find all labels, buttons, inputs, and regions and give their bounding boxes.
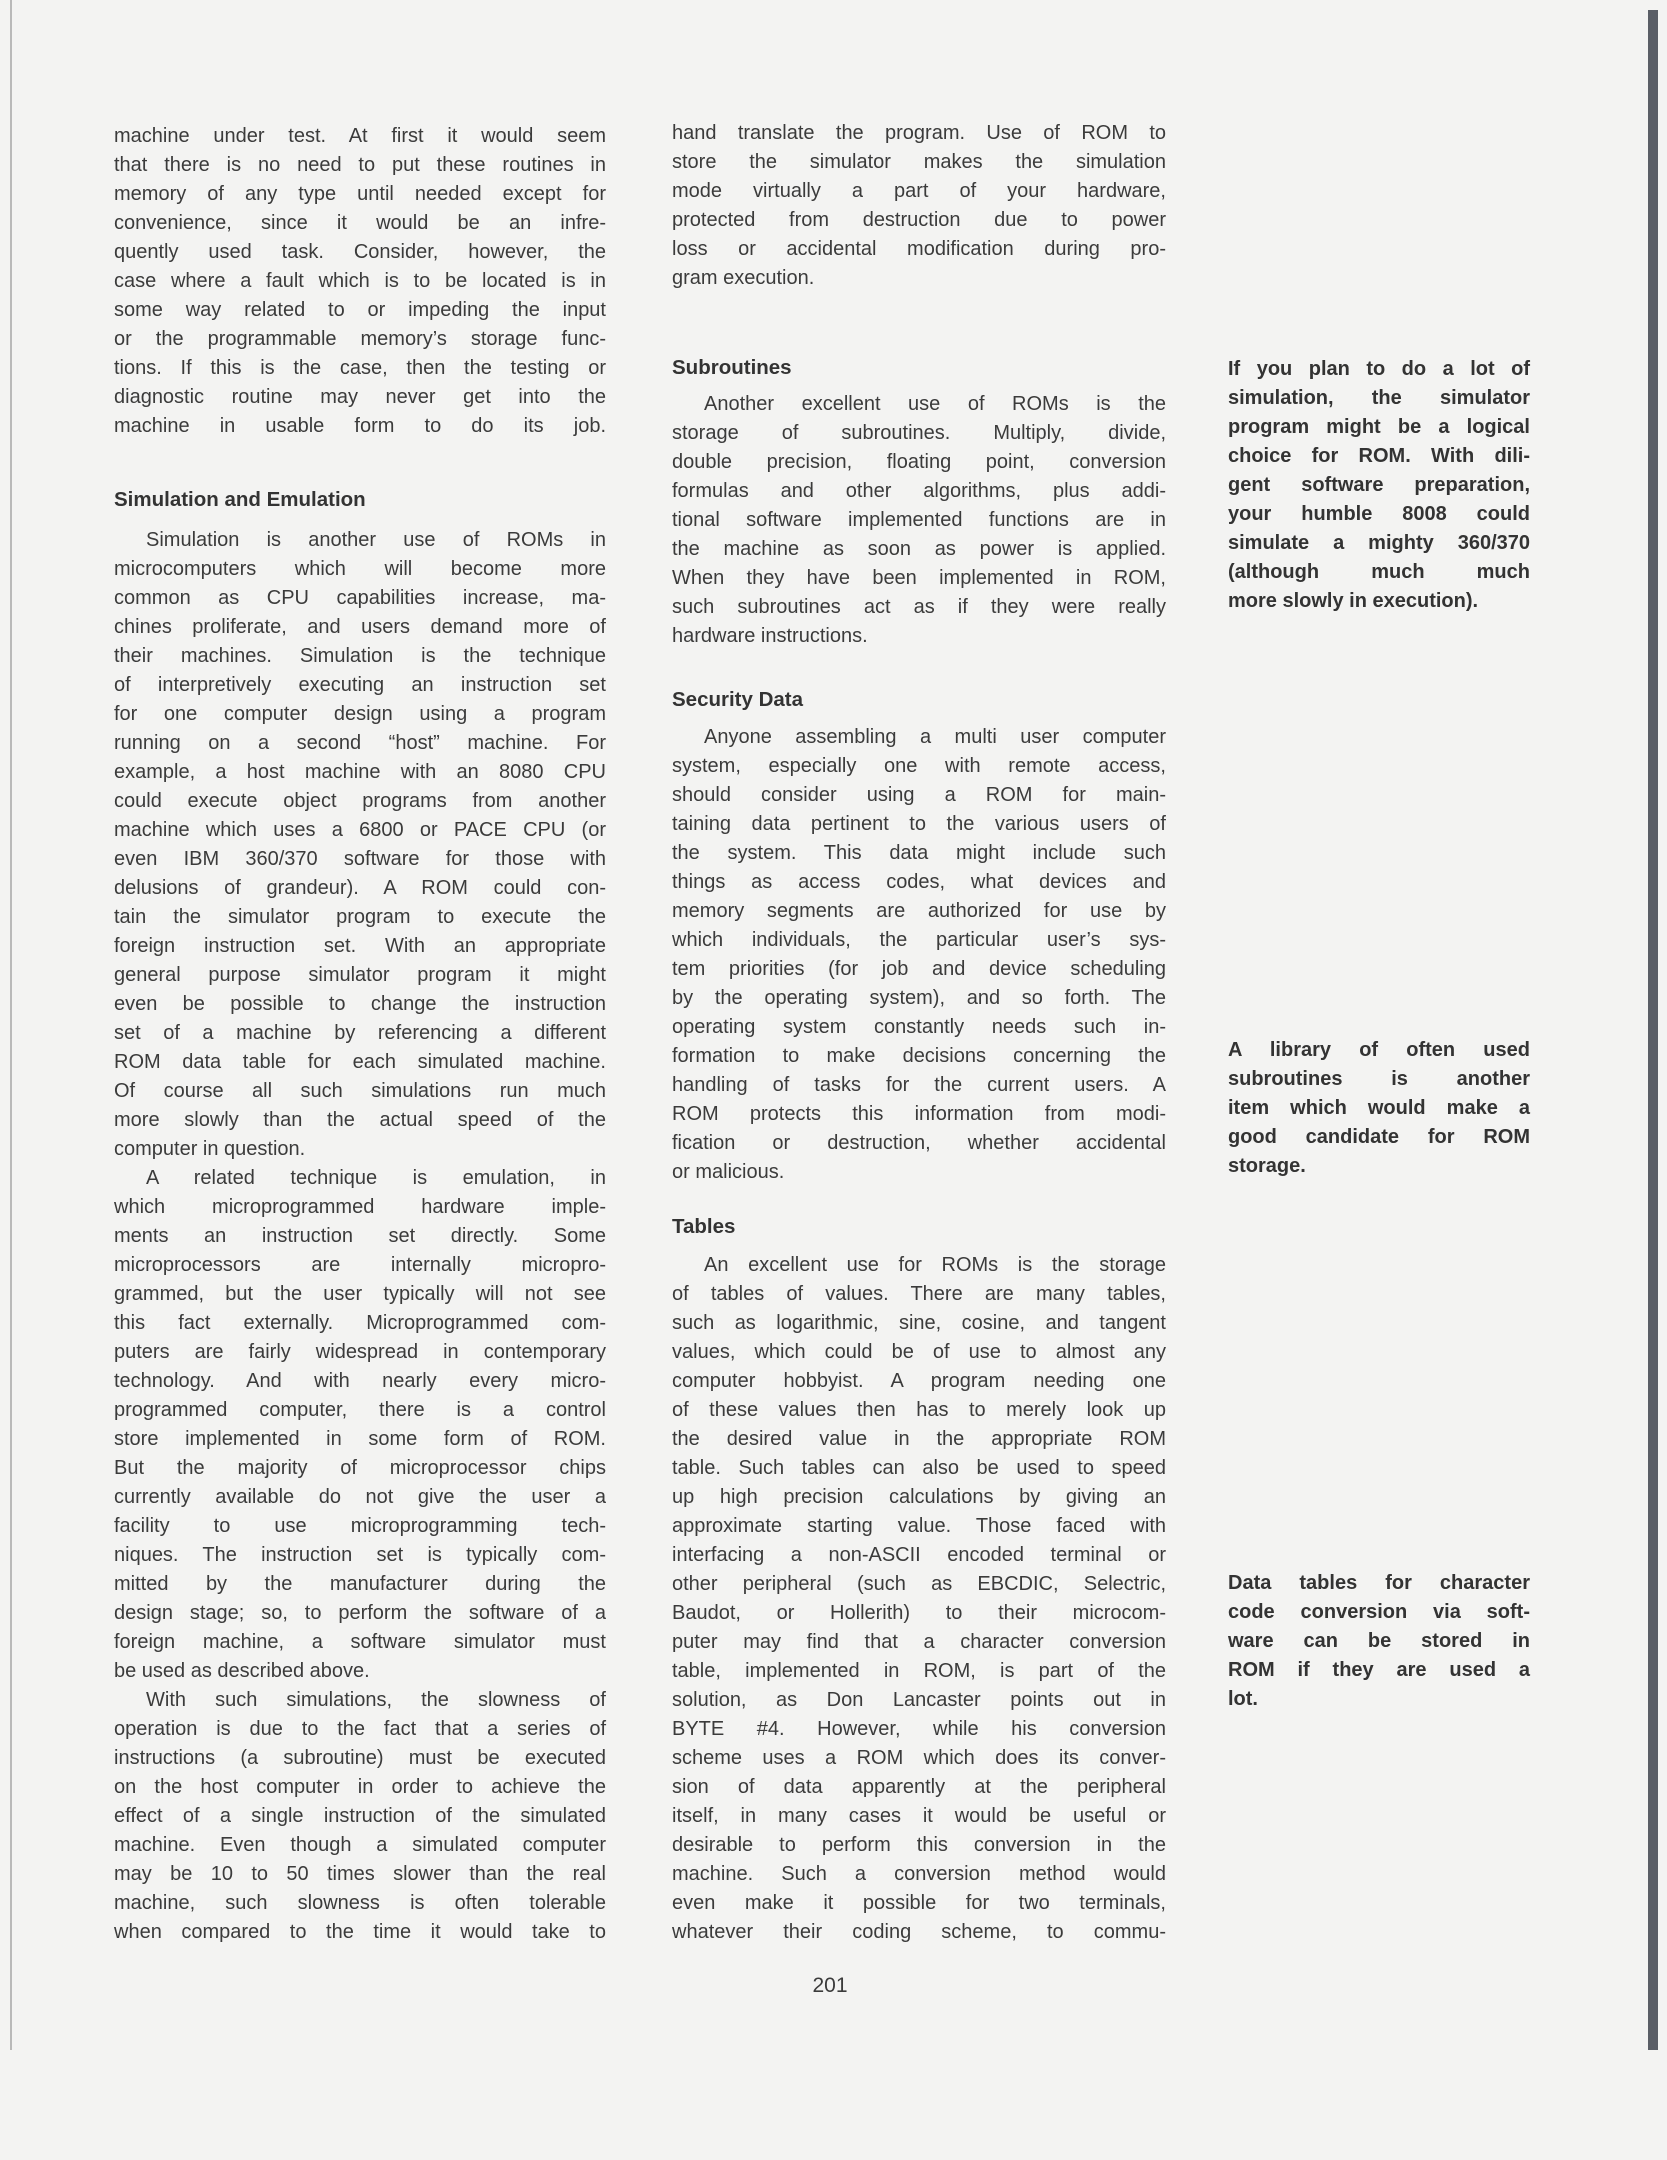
text-line: some way related to or impeding the input <box>114 299 606 321</box>
text-line: desirable to perform this conversion in the <box>672 1834 1166 1856</box>
text-line: foreign instruction set. With an appropriate <box>114 935 606 957</box>
text-line: when compared to the time it would take to <box>114 1921 606 1943</box>
paragraph-slowness <box>114 1686 606 1947</box>
text-line: machine. Such a conversion method would <box>672 1863 1166 1885</box>
text-line: tional software implemented functions are in <box>672 509 1166 531</box>
text-line: approximate starting value. Those faced with <box>672 1515 1166 1537</box>
text-line: Simulation is another use of ROMs in <box>146 529 606 551</box>
text-line: or malicious. <box>672 1161 785 1183</box>
text-line: sion of data apparently at the peripheral <box>672 1776 1166 1798</box>
text-line: BYTE #4. However, while his conversion <box>672 1718 1166 1740</box>
text-line: grammed, but the user typically will not see <box>114 1283 606 1305</box>
text-line: quently used task. Consider, however, the <box>114 241 606 263</box>
text-line: diagnostic routine may never get into the <box>114 386 606 408</box>
text-line: loss or accidental modification during pro- <box>672 238 1166 260</box>
text-line: microprocessors are internally micropro- <box>114 1254 606 1276</box>
text-line: When they have been implemented in ROM, <box>672 567 1166 589</box>
text-line: A related technique is emulation, in <box>146 1167 606 1189</box>
page-number: 201 <box>812 1974 848 1997</box>
text-line: store implemented in some form of ROM. <box>114 1428 606 1450</box>
paragraph-simulation <box>114 526 606 1164</box>
text-line: memory segments are authorized for use by <box>672 900 1166 922</box>
text-line: ROM protects this information from modi- <box>672 1103 1166 1125</box>
page-edge-left <box>10 0 12 2050</box>
text-line: item which would make a <box>1228 1097 1530 1119</box>
text-line: which microprogrammed hardware imple- <box>114 1196 606 1218</box>
text-line: example, a host machine with an 8080 CPU <box>114 761 606 783</box>
text-line: common as CPU capabilities increase, ma- <box>114 587 606 609</box>
text-line: of interpretively executing an instruction set <box>114 674 606 696</box>
text-line: effect of a single instruction of the simulated <box>114 1805 606 1827</box>
text-line: computer hobbyist. A program needing one <box>672 1370 1166 1392</box>
text-line: hand translate the program. Use of ROM to <box>672 122 1166 144</box>
paragraph-subroutines <box>672 390 1166 651</box>
text-line: machine under test. At first it would seem <box>114 125 606 147</box>
text-line: computer in question. <box>114 1138 306 1160</box>
text-line: be used as described above. <box>114 1660 370 1682</box>
text-line: which individuals, the particular user’s sys- <box>672 929 1166 951</box>
text-line: whatever their coding scheme, to commu- <box>672 1921 1166 1943</box>
sidenote-subroutine-library <box>1228 1036 1530 1181</box>
text-line: If you plan to do a lot of <box>1228 358 1530 380</box>
paragraph-tables <box>672 1251 1166 1947</box>
text-line: solution, as Don Lancaster points out in <box>672 1689 1166 1711</box>
text-line: operation is due to the fact that a series of <box>114 1718 606 1740</box>
text-line: machine. Even though a simulated computer <box>114 1834 606 1856</box>
heading-tables: Tables <box>672 1215 736 1238</box>
text-line: the desired value in the appropriate ROM <box>672 1428 1166 1450</box>
text-line: microcomputers which will become more <box>114 558 606 580</box>
text-line: even be possible to change the instruction <box>114 993 606 1015</box>
text-line: their machines. Simulation is the technique <box>114 645 606 667</box>
text-line: itself, in many cases it would be useful or <box>672 1805 1166 1827</box>
text-line: memory of any type until needed except for <box>114 183 606 205</box>
text-line: the system. This data might include such <box>672 842 1166 864</box>
text-line: storage of subroutines. Multiply, divide, <box>672 422 1166 444</box>
text-line: (although much much <box>1228 561 1530 583</box>
text-line: choice for ROM. With dili- <box>1228 445 1530 467</box>
text-line: puter may find that a character conversion <box>672 1631 1166 1653</box>
text-line: even IBM 360/370 software for those with <box>114 848 606 870</box>
text-line: simulation, the simulator <box>1228 387 1530 409</box>
sidenote-simulation <box>1228 355 1530 616</box>
text-line: values, which could be of use to almost any <box>672 1341 1166 1363</box>
text-line: niques. The instruction set is typically com- <box>114 1544 606 1566</box>
text-line: gram execution. <box>672 267 815 289</box>
text-line: more slowly than the actual speed of the <box>114 1109 606 1131</box>
text-line: tions. If this is the case, then the testing or <box>114 357 606 379</box>
text-line: gent software preparation, <box>1228 474 1530 496</box>
text-line: machine in usable form to do its job. <box>114 415 606 437</box>
text-line: double precision, floating point, conversion <box>672 451 1166 473</box>
text-line: foreign machine, a software simulator must <box>114 1631 606 1653</box>
text-line: such as logarithmic, sine, cosine, and tangent <box>672 1312 1166 1334</box>
text-line: taining data pertinent to the various users of <box>672 813 1166 835</box>
text-line: may be 10 to 50 times slower than the real <box>114 1863 606 1885</box>
text-line: table. Such tables can also be used to speed <box>672 1457 1166 1479</box>
text-line: delusions of grandeur). A ROM could con- <box>114 877 606 899</box>
text-line: A library of often used <box>1228 1039 1530 1061</box>
heading-simulation-emulation: Simulation and Emulation <box>114 488 366 511</box>
text-line: facility to use microprogramming tech- <box>114 1515 606 1537</box>
text-line: things as access codes, what devices and <box>672 871 1166 893</box>
text-line: Data tables for character <box>1228 1572 1530 1594</box>
text-line: simulate a mighty 360/370 <box>1228 532 1530 554</box>
text-line: operating system constantly needs such in- <box>672 1016 1166 1038</box>
text-line: this fact externally. Microprogrammed com- <box>114 1312 606 1334</box>
text-line: that there is no need to put these routines in <box>114 154 606 176</box>
sidenote-data-tables <box>1228 1569 1530 1714</box>
text-line: tem priorities (for job and device scheduling <box>672 958 1166 980</box>
text-line: even make it possible for two terminals, <box>672 1892 1166 1914</box>
text-line: running on a second “host” machine. For <box>114 732 606 754</box>
text-line: case where a fault which is to be located is in <box>114 270 606 292</box>
text-line: currently available do not give the user a <box>114 1486 606 1508</box>
text-line: lot. <box>1228 1688 1258 1710</box>
text-line: interfacing a non-ASCII encoded terminal or <box>672 1544 1166 1566</box>
text-line: on the host computer in order to achieve the <box>114 1776 606 1798</box>
text-line: Of course all such simulations run much <box>114 1080 606 1102</box>
text-line: other peripheral (such as EBCDIC, Selectric, <box>672 1573 1166 1595</box>
text-line: table, implemented in ROM, is part of the <box>672 1660 1166 1682</box>
text-line: handling of tasks for the current users. A <box>672 1074 1166 1096</box>
text-line: for one computer design using a program <box>114 703 606 725</box>
text-line: protected from destruction due to power <box>672 209 1166 231</box>
paragraph-security-data <box>672 723 1166 1187</box>
text-line: With such simulations, the slowness of <box>146 1689 606 1711</box>
text-line: by the operating system), and so forth. The <box>672 987 1166 1009</box>
text-line: programmed computer, there is a control <box>114 1399 606 1421</box>
text-line: ROM if they are used a <box>1228 1659 1530 1681</box>
text-line: up high precision calculations by giving an <box>672 1486 1166 1508</box>
text-line: instructions (a subroutine) must be executed <box>114 1747 606 1769</box>
text-line: set of a machine by referencing a different <box>114 1022 606 1044</box>
text-line: scheme uses a ROM which does its conver- <box>672 1747 1166 1769</box>
text-line: program might be a logical <box>1228 416 1530 438</box>
paragraph-hand-translate <box>672 119 1166 293</box>
text-line: formulas and other algorithms, plus addi- <box>672 480 1166 502</box>
text-line: ROM data table for each simulated machine. <box>114 1051 606 1073</box>
text-line: machine which uses a 6800 or PACE CPU (or <box>114 819 606 841</box>
text-line: chines proliferate, and users demand more of <box>114 616 606 638</box>
text-line: Baudot, or Hollerith) to their microcom- <box>672 1602 1166 1624</box>
text-line: could execute object programs from another <box>114 790 606 812</box>
text-line: mitted by the manufacturer during the <box>114 1573 606 1595</box>
text-line: the machine as soon as power is applied. <box>672 538 1166 560</box>
text-line: of these values then has to merely look up <box>672 1399 1166 1421</box>
text-line: technology. And with nearly every micro- <box>114 1370 606 1392</box>
text-line: ware can be stored in <box>1228 1630 1530 1652</box>
text-line: fication or destruction, whether accidental <box>672 1132 1166 1154</box>
paragraph-emulation <box>114 1164 606 1686</box>
text-line: convenience, since it would be an infre- <box>114 212 606 234</box>
text-line: your humble 8008 could <box>1228 503 1530 525</box>
text-line: code conversion via soft- <box>1228 1601 1530 1623</box>
text-line: Anyone assembling a multi user computer <box>704 726 1166 748</box>
heading-security-data: Security Data <box>672 688 804 711</box>
text-line: store the simulator makes the simulation <box>672 151 1166 173</box>
text-line: subroutines is another <box>1228 1068 1530 1090</box>
text-line: or the programmable memory’s storage func- <box>114 328 606 350</box>
text-line: puters are fairly widespread in contemporary <box>114 1341 606 1363</box>
page-edge-right <box>1648 10 1658 2050</box>
text-line: such subroutines act as if they were really <box>672 596 1166 618</box>
text-line: should consider using a ROM for main- <box>672 784 1166 806</box>
heading-subroutines: Subroutines <box>672 356 792 379</box>
text-line: tain the simulator program to execute the <box>114 906 606 928</box>
text-line: machine, such slowness is often tolerable <box>114 1892 606 1914</box>
text-line: An excellent use for ROMs is the storage <box>704 1254 1166 1276</box>
text-line: good candidate for ROM <box>1228 1126 1530 1148</box>
text-line: formation to make decisions concerning the <box>672 1045 1166 1067</box>
text-line: general purpose simulator program it might <box>114 964 606 986</box>
text-line: mode virtually a part of your hardware, <box>672 180 1166 202</box>
text-line: Another excellent use of ROMs is the <box>704 393 1166 415</box>
text-line: design stage; so, to perform the software of a <box>114 1602 606 1624</box>
text-line: ments an instruction set directly. Some <box>114 1225 606 1247</box>
text-line: more slowly in execution). <box>1228 590 1479 612</box>
text-line: storage. <box>1228 1155 1306 1177</box>
text-line: of tables of values. There are many tables, <box>672 1283 1166 1305</box>
text-line: hardware instructions. <box>672 625 868 647</box>
text-line: But the majority of microprocessor chips <box>114 1457 606 1479</box>
text-line: system, especially one with remote access, <box>672 755 1166 777</box>
paragraph-machine-under-test <box>114 122 606 441</box>
